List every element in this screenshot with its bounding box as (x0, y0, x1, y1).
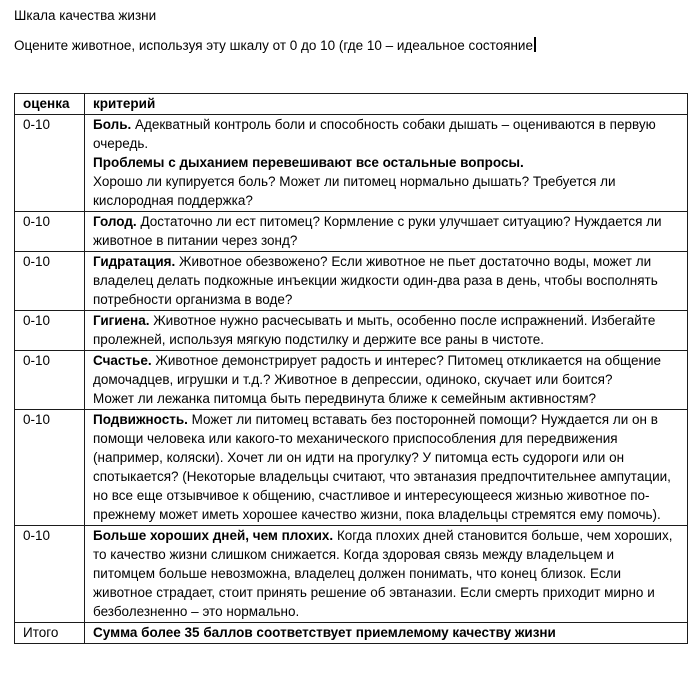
criterion-cell (85, 410, 688, 526)
criterion-paragraph: Боль. Адекватный контроль боли и способность собаки дышать – оцениваются в первую очередь. (93, 117, 656, 151)
criterion-paragraph: Хорошо ли купируется боль? Может ли питомец нормально дышать? Требуется ли кислородная поддержка? (93, 174, 616, 208)
intro-paragraph (14, 36, 536, 55)
score-cell: 0-10 (15, 115, 85, 212)
score-cell: 0-10 (15, 311, 85, 351)
score-cell: 0-10 (15, 410, 85, 526)
criterion-paragraph: Подвижность. Может ли питомец вставать без посторонней помощи? Нуждается ли он в помощи человека или какого-то механического приспособления для передвижения (например, коляски). Хочет ли он идти на прогулку? У питомца есть судороги или он спотыкается? (Некоторые владельцы считают, что эвтаназия предпочтительнее ампутации, но все еще отзывчивое к общению, счастливое и интересующееся жизнью животное по-прежнему может иметь хорошее качество жизни, пока владельцы стремятся ему помочь). (93, 412, 671, 522)
criterion-paragraph: Гидратация. Животное обезвожено? Если животное не пьет достаточно воды, может ли владелец делать подкожные инъекции жидкости один-два раза в день, чтобы восполнять потребности организма в воде? (93, 254, 658, 307)
score-cell: 0-10 (15, 212, 85, 252)
criterion-paragraph: Гигиена. Животное нужно расчесывать и мыть, особенно после испражнений. Избегайте пролежней, используя мягкую подстилку и держите все раны в чистоте. (93, 313, 656, 347)
criterion-column-header: критерий (85, 94, 688, 115)
table-row (15, 311, 688, 351)
table-row (15, 351, 688, 410)
document-title: Шкала качества жизни (14, 8, 157, 23)
criterion-cell (85, 623, 688, 644)
criterion-paragraph: Счастье. Животное демонстрирует радость и интерес? Питомец откликается на общение домочадцев, игрушки и т.д.? Животное в депрессии, одиноко, скучает или боится? (93, 353, 661, 387)
criterion-paragraph: Проблемы с дыханием перевешивают все остальные вопросы. (93, 155, 524, 170)
text-cursor (534, 37, 536, 52)
table-row (15, 252, 688, 311)
table-row (15, 115, 688, 212)
criterion-paragraph: Сумма более 35 баллов соответствует приемлемому качеству жизни (93, 625, 556, 640)
table-header-row (15, 94, 688, 115)
table-row (15, 212, 688, 252)
quality-of-life-table (14, 93, 688, 644)
criterion-cell (85, 311, 688, 351)
criterion-cell (85, 115, 688, 212)
score-cell: 0-10 (15, 252, 85, 311)
score-column-header: оценка (15, 94, 85, 115)
criterion-paragraph: Голод. Достаточно ли ест питомец? Кормление с руки улучшает ситуацию? Нуждается ли животное в питании через зонд? (93, 214, 662, 248)
table-row (15, 410, 688, 526)
table-row (15, 526, 688, 623)
criterion-paragraph: Больше хороших дней, чем плохих. Когда плохих дней становится больше, чем хороших, то качество жизни слишком снижается. Когда здоровая связь между владельцем и питомцем больше невозможна, владелец должен понимать, что конец близок. Если животное страдает, стоит принять решение об эвтаназии. Если смерть приходит мирно и безболезненно – это нормально. (93, 528, 673, 619)
intro-text: Оцените животное, используя эту шкалу от 0 до 10 (где 10 – идеальное состояние (14, 38, 533, 53)
criterion-cell (85, 252, 688, 311)
score-cell: Итого (15, 623, 85, 644)
criterion-paragraph: Может ли лежанка питомца быть передвинута ближе к семейным активностям? (93, 391, 597, 406)
table-row (15, 623, 688, 644)
score-cell: 0-10 (15, 526, 85, 623)
criterion-cell (85, 212, 688, 252)
score-cell: 0-10 (15, 351, 85, 410)
criterion-cell (85, 526, 688, 623)
criterion-cell (85, 351, 688, 410)
